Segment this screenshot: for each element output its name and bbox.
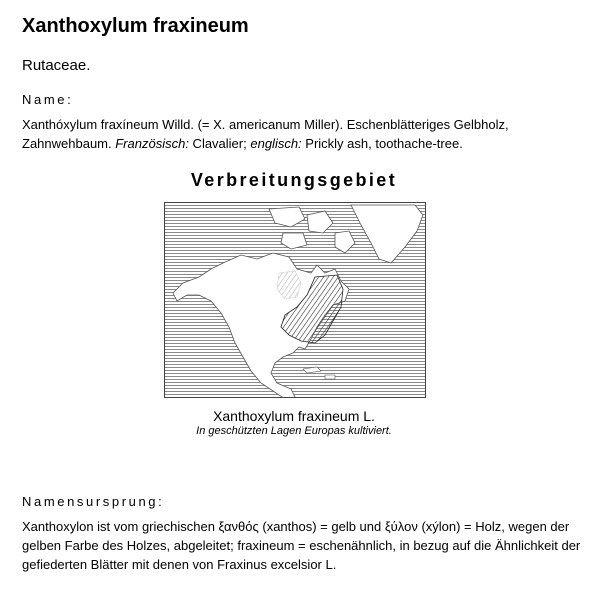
english-label: englisch: — [250, 136, 302, 151]
distribution-heading: Verbreitungsgebiet — [190, 170, 398, 190]
map-caption — [0, 408, 588, 437]
arctic-island — [307, 211, 333, 233]
caribbean-island — [303, 367, 321, 373]
distribution-map — [164, 202, 426, 398]
arctic-island — [269, 207, 305, 227]
plant-family: Rutaceae. — [22, 57, 91, 74]
north-america-map-illustration — [165, 203, 426, 398]
origin-section-label: Namensursprung: — [22, 494, 165, 509]
botanical-names: Xanthóxylum fraxíneum Willd. (= X. americanum Miller). Eschenblätteriges Gelbholz, Zahnwehbaum. — [22, 117, 509, 151]
caribbean-island — [325, 375, 335, 379]
map-caption-note: In geschützten Lagen Europas kultiviert. — [196, 425, 392, 437]
baffin-island — [335, 231, 355, 253]
origin-section-text: Xanthoxylon ist vom griechischen ξανθός (xanthos) = gelb und ξύλον (xýlon) = Holz, wegen der gelben Farbe des Holzes, abgeleitet; fraxineum = eschenähnlich, in bezug auf die Ähnlichkeit der gefiederten Blätter mit denen von Fraxinus excelsior L. — [22, 519, 581, 572]
greenland-landmass — [351, 205, 423, 263]
french-name: Clavalier; — [188, 136, 251, 151]
map-caption-species: Xanthoxylum fraxineum L. — [213, 408, 375, 424]
name-section-text — [22, 115, 582, 153]
name-section-label: Name: — [22, 92, 74, 107]
page-title: Xanthoxylum fraxineum — [22, 15, 249, 37]
arctic-island — [281, 233, 307, 249]
french-label: Französisch: — [115, 136, 189, 151]
english-name: Prickly ash, toothache-tree. — [301, 136, 463, 151]
